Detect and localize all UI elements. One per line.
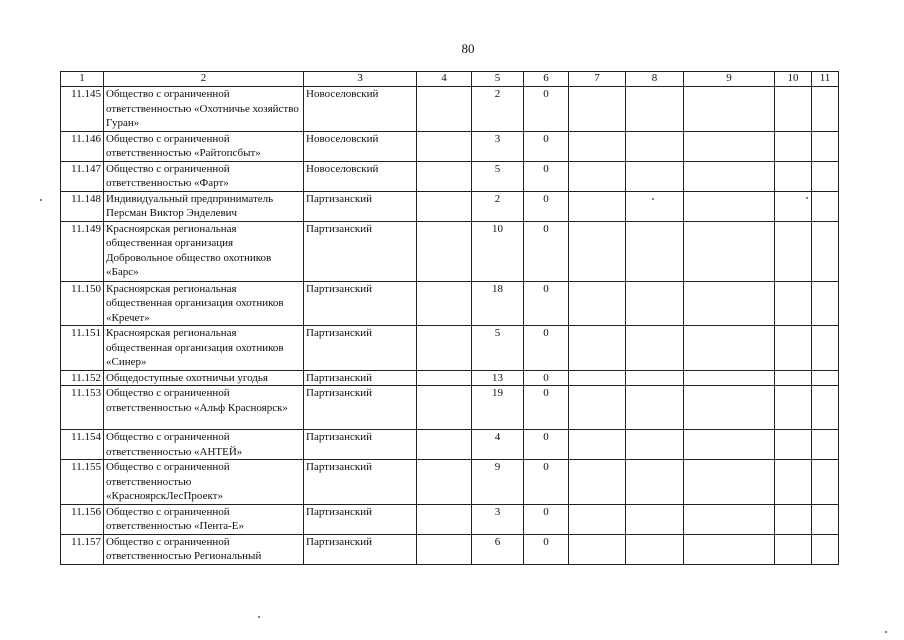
empty-cell: [812, 326, 839, 371]
table-row: [61, 281, 839, 326]
column-header: 7: [569, 72, 626, 87]
col5-value: 13: [472, 370, 524, 386]
hunting-grounds-table: [60, 71, 839, 565]
district-name: Партизанский: [304, 191, 417, 221]
empty-cell: [626, 460, 684, 505]
empty-cell: [569, 504, 626, 534]
row-number: 11.152: [61, 370, 104, 386]
organization-name: Красноярская региональная общественная организация охотников «Кречет»: [104, 281, 304, 326]
col6-value: 0: [524, 191, 569, 221]
table-row: [61, 191, 839, 221]
empty-cell: [417, 131, 472, 161]
col5-value: 6: [472, 534, 524, 564]
empty-cell: [684, 370, 775, 386]
empty-cell: [775, 326, 812, 371]
col6-value: 0: [524, 87, 569, 132]
row-number: 11.147: [61, 161, 104, 191]
table-row: [61, 460, 839, 505]
column-header: 6: [524, 72, 569, 87]
empty-cell: [626, 534, 684, 564]
col6-value: 0: [524, 221, 569, 281]
col6-value: 0: [524, 131, 569, 161]
col5-value: 5: [472, 161, 524, 191]
empty-cell: [775, 430, 812, 460]
row-number: 11.150: [61, 281, 104, 326]
empty-cell: [569, 221, 626, 281]
organization-name: Общество с ограниченной ответственностью «Охотничье хозяйство Гуран»: [104, 87, 304, 132]
scan-speck: [806, 197, 808, 199]
column-header: 9: [684, 72, 775, 87]
empty-cell: [417, 370, 472, 386]
empty-cell: [569, 370, 626, 386]
empty-cell: [417, 87, 472, 132]
empty-cell: [684, 534, 775, 564]
col6-value: 0: [524, 430, 569, 460]
organization-name: Индивидуальный предприниматель Персман Виктор Энделевич: [104, 191, 304, 221]
district-name: Партизанский: [304, 460, 417, 505]
row-number: 11.156: [61, 504, 104, 534]
empty-cell: [417, 221, 472, 281]
district-name: Партизанский: [304, 430, 417, 460]
column-header: 8: [626, 72, 684, 87]
col6-value: 0: [524, 370, 569, 386]
empty-cell: [812, 87, 839, 132]
table-row: [61, 87, 839, 132]
row-number: 11.157: [61, 534, 104, 564]
col5-value: 4: [472, 430, 524, 460]
row-number: 11.148: [61, 191, 104, 221]
col5-value: 9: [472, 460, 524, 505]
col6-value: 0: [524, 504, 569, 534]
table-row: [61, 326, 839, 371]
empty-cell: [684, 87, 775, 132]
empty-cell: [775, 460, 812, 505]
empty-cell: [684, 281, 775, 326]
empty-cell: [626, 386, 684, 430]
table-row: [61, 504, 839, 534]
district-name: Партизанский: [304, 386, 417, 430]
empty-cell: [417, 191, 472, 221]
organization-name: Общество с ограниченной ответственностью «Пента-Е»: [104, 504, 304, 534]
empty-cell: [626, 504, 684, 534]
table-row: [61, 370, 839, 386]
empty-cell: [812, 370, 839, 386]
empty-cell: [812, 161, 839, 191]
empty-cell: [684, 161, 775, 191]
empty-cell: [812, 386, 839, 430]
empty-cell: [812, 504, 839, 534]
col6-value: 0: [524, 460, 569, 505]
col5-value: 2: [472, 191, 524, 221]
empty-cell: [417, 460, 472, 505]
row-number: 11.145: [61, 87, 104, 132]
empty-cell: [775, 370, 812, 386]
organization-name: Общество с ограниченной ответственностью «АНТЕЙ»: [104, 430, 304, 460]
empty-cell: [626, 87, 684, 132]
empty-cell: [417, 326, 472, 371]
empty-cell: [569, 191, 626, 221]
empty-cell: [775, 87, 812, 132]
table-header-row: [61, 72, 839, 87]
district-name: Новоселовский: [304, 131, 417, 161]
empty-cell: [417, 504, 472, 534]
empty-cell: [684, 386, 775, 430]
empty-cell: [569, 161, 626, 191]
col6-value: 0: [524, 534, 569, 564]
empty-cell: [775, 191, 812, 221]
empty-cell: [569, 326, 626, 371]
empty-cell: [684, 326, 775, 371]
empty-cell: [812, 191, 839, 221]
empty-cell: [684, 430, 775, 460]
district-name: Партизанский: [304, 370, 417, 386]
col5-value: 18: [472, 281, 524, 326]
empty-cell: [684, 504, 775, 534]
table-row: [61, 161, 839, 191]
organization-name: Красноярская региональная общественная организация охотников «Синер»: [104, 326, 304, 371]
district-name: Новоселовский: [304, 87, 417, 132]
empty-cell: [626, 281, 684, 326]
scan-speck: [40, 199, 42, 201]
organization-name: Общество с ограниченной ответственностью «Фарт»: [104, 161, 304, 191]
col6-value: 0: [524, 386, 569, 430]
row-number: 11.154: [61, 430, 104, 460]
row-number: 11.153: [61, 386, 104, 430]
empty-cell: [684, 460, 775, 505]
district-name: Партизанский: [304, 221, 417, 281]
row-number: 11.149: [61, 221, 104, 281]
scan-speck: [652, 198, 654, 200]
col5-value: 2: [472, 87, 524, 132]
column-header: 10: [775, 72, 812, 87]
col5-value: 19: [472, 386, 524, 430]
column-header: 3: [304, 72, 417, 87]
table-row: [61, 386, 839, 430]
table-row: [61, 131, 839, 161]
district-name: Партизанский: [304, 504, 417, 534]
empty-cell: [812, 430, 839, 460]
empty-cell: [775, 504, 812, 534]
empty-cell: [626, 221, 684, 281]
col5-value: 3: [472, 131, 524, 161]
empty-cell: [626, 131, 684, 161]
col6-value: 0: [524, 281, 569, 326]
district-name: Партизанский: [304, 326, 417, 371]
organization-name: Красноярская региональная общественная организация Добровольное общество охотников «Барс»: [104, 221, 304, 281]
empty-cell: [775, 386, 812, 430]
empty-cell: [569, 87, 626, 132]
column-header: 11: [812, 72, 839, 87]
empty-cell: [684, 221, 775, 281]
column-header: 2: [104, 72, 304, 87]
empty-cell: [812, 131, 839, 161]
empty-cell: [775, 281, 812, 326]
empty-cell: [569, 534, 626, 564]
district-name: Партизанский: [304, 534, 417, 564]
table-row: [61, 221, 839, 281]
empty-cell: [626, 326, 684, 371]
scan-speck: [258, 616, 260, 618]
empty-cell: [569, 281, 626, 326]
empty-cell: [417, 534, 472, 564]
column-header: 5: [472, 72, 524, 87]
page-number: 80: [461, 41, 475, 56]
empty-cell: [775, 131, 812, 161]
organization-name: Общество с ограниченной ответственностью «КрасноярскЛесПроект»: [104, 460, 304, 505]
empty-cell: [812, 221, 839, 281]
empty-cell: [775, 221, 812, 281]
column-header: 1: [61, 72, 104, 87]
col5-value: 10: [472, 221, 524, 281]
empty-cell: [626, 430, 684, 460]
empty-cell: [812, 534, 839, 564]
empty-cell: [626, 370, 684, 386]
column-header: 4: [417, 72, 472, 87]
row-number: 11.151: [61, 326, 104, 371]
organization-name: Общество с ограниченной ответственностью «Райтопсбыт»: [104, 131, 304, 161]
row-number: 11.146: [61, 131, 104, 161]
empty-cell: [569, 460, 626, 505]
row-number: 11.155: [61, 460, 104, 505]
empty-cell: [569, 386, 626, 430]
table-row: [61, 534, 839, 564]
empty-cell: [569, 131, 626, 161]
col6-value: 0: [524, 161, 569, 191]
empty-cell: [417, 281, 472, 326]
empty-cell: [626, 191, 684, 221]
empty-cell: [812, 281, 839, 326]
empty-cell: [684, 131, 775, 161]
col5-value: 3: [472, 504, 524, 534]
organization-name: Общество с ограниченной ответственностью «Альф Красноярск»: [104, 386, 304, 430]
scan-speck: [885, 631, 887, 633]
empty-cell: [417, 161, 472, 191]
empty-cell: [417, 386, 472, 430]
col6-value: 0: [524, 326, 569, 371]
empty-cell: [684, 191, 775, 221]
district-name: Новоселовский: [304, 161, 417, 191]
empty-cell: [417, 430, 472, 460]
empty-cell: [812, 460, 839, 505]
empty-cell: [775, 534, 812, 564]
empty-cell: [775, 161, 812, 191]
district-name: Партизанский: [304, 281, 417, 326]
table-row: [61, 430, 839, 460]
col5-value: 5: [472, 326, 524, 371]
empty-cell: [569, 430, 626, 460]
empty-cell: [626, 161, 684, 191]
organization-name: Общедоступные охотничьи угодья: [104, 370, 304, 386]
organization-name: Общество с ограниченной ответственностью Региональный: [104, 534, 304, 564]
